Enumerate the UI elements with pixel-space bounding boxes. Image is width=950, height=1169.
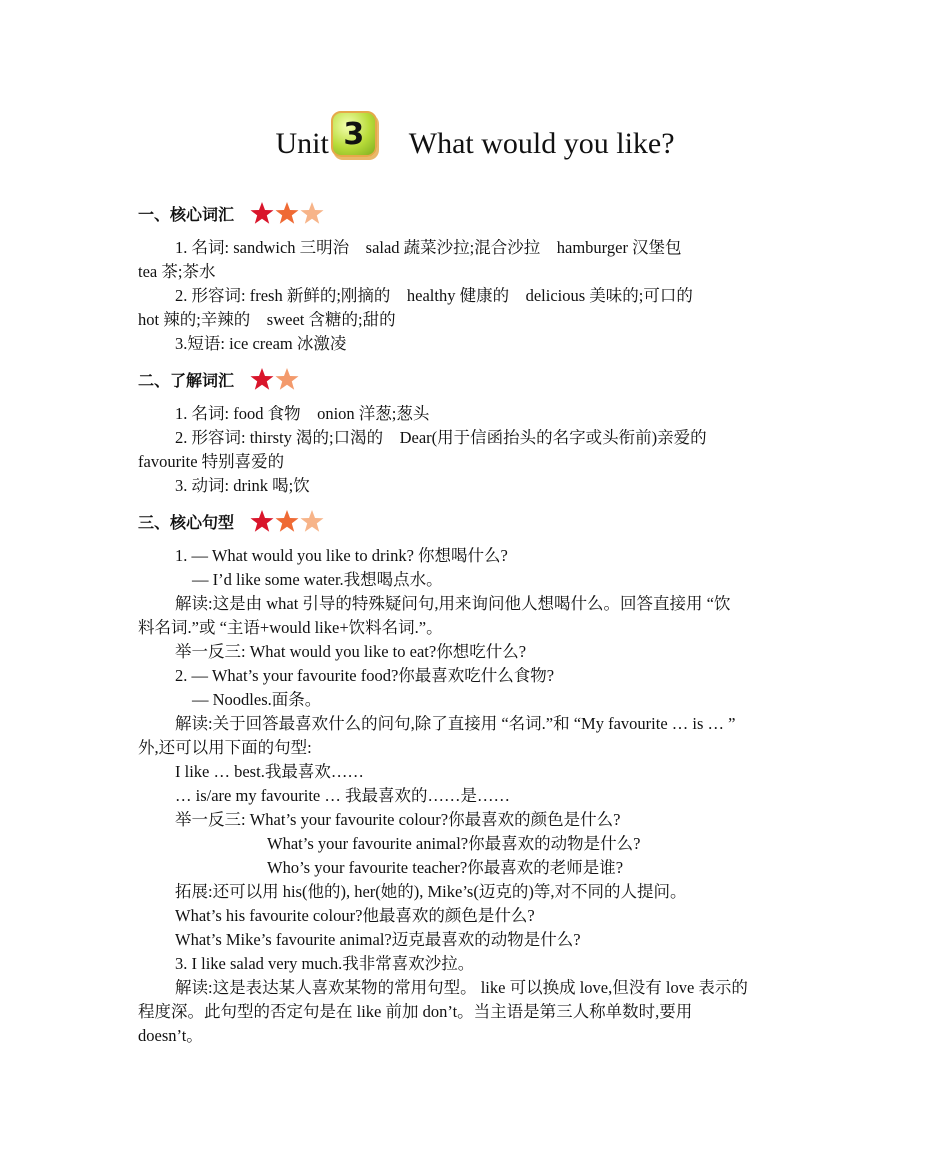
sentence-line: 解读:关于回答最喜欢什么的问句,除了直接用 “名词.”和 “My favourite … is … ” xyxy=(175,714,736,733)
star-icon xyxy=(300,509,324,533)
sentence-line: Who’s your favourite teacher?你最喜欢的老师是谁? xyxy=(267,858,624,877)
sentence-line: 举一反三: What’s your favourite colour?你最喜欢的颜色是什么? xyxy=(175,810,621,829)
vocab-line: 1. 名词: food 食物 onion 洋葱;葱头 xyxy=(175,404,430,423)
vocab-line: 2. 形容词: fresh 新鲜的;刚摘的 healthy 健康的 delicious 美味的;可口的 xyxy=(175,286,693,305)
star-icon xyxy=(275,509,299,533)
star-icon xyxy=(300,201,324,225)
content xyxy=(138,198,818,1048)
section-heading-text: 二、了解词汇 xyxy=(138,370,235,390)
star-icon xyxy=(250,509,274,533)
sentence-line: What’s your favourite animal?你最喜欢的动物是什么? xyxy=(267,834,641,853)
unit-title xyxy=(0,114,950,174)
sentence-line: 外,还可以用下面的句型: xyxy=(138,738,312,757)
sentence-line: 1. — What would you like to drink? 你想喝什么? xyxy=(175,546,508,565)
sentence-line: I like … best.我最喜欢…… xyxy=(175,762,364,781)
section-heading-extra-vocab xyxy=(138,364,818,394)
section-heading-core-sentences xyxy=(138,506,818,536)
vocab-line: favourite 特别喜爱的 xyxy=(138,452,285,471)
star-icon xyxy=(250,201,274,225)
sentence-line: doesn’t。 xyxy=(138,1026,203,1045)
vocab-line: hot 辣的;辛辣的 sweet 含糖的;甜的 xyxy=(138,310,396,329)
vocab-line: 3.短语: ice cream 冰激凌 xyxy=(175,334,347,353)
sentence-line: 程度深。此句型的否定句是在 like 前加 don’t。当主语是第三人称单数时,要用 xyxy=(138,1002,693,1021)
star-icon xyxy=(275,367,299,391)
sentence-line: 拓展:还可以用 his(他的), her(她的), Mike’s(迈克的)等,对不同的人提问。 xyxy=(175,882,687,901)
section-heading-text: 三、核心句型 xyxy=(138,512,235,532)
sentence-line: 举一反三: What would you like to eat?你想吃什么? xyxy=(175,642,527,661)
sentence-line: — I’d like some water.我想喝点水。 xyxy=(192,570,443,589)
section-heading-core-vocab xyxy=(138,198,818,228)
sentence-line: … is/are my favourite … 我最喜欢的……是…… xyxy=(175,786,510,805)
star-icon xyxy=(275,201,299,225)
section-heading-text: 一、核心词汇 xyxy=(138,204,235,224)
unit-title-text: What would you like? xyxy=(408,127,675,160)
rating-stars xyxy=(250,367,300,391)
star-icon xyxy=(250,367,274,391)
sentence-line: What’s Mike’s favourite animal?迈克最喜欢的动物是什么? xyxy=(175,930,581,949)
sentence-line: — Noodles.面条。 xyxy=(192,690,322,709)
vocab-line: 3. 动词: drink 喝;饮 xyxy=(175,476,310,495)
sentence-line: 料名词.”或 “主语+would like+饮料名词.”。 xyxy=(138,618,443,637)
unit-word: Unit xyxy=(275,127,329,160)
sentence-line: 3. I like salad very much.我非常喜欢沙拉。 xyxy=(175,954,475,973)
vocab-line: 1. 名词: sandwich 三明治 salad 蔬菜沙拉;混合沙拉 hamburger 汉堡包 xyxy=(175,238,682,257)
sentence-line: 解读:这是由 what 引导的特殊疑问句,用来询问他人想喝什么。回答直接用 “饮 xyxy=(175,594,731,613)
unit-number-badge: 3 xyxy=(331,111,377,157)
sentence-line: What’s his favourite colour?他最喜欢的颜色是什么? xyxy=(175,906,535,925)
sentence-line: 2. — What’s your favourite food?你最喜欢吃什么食物? xyxy=(175,666,555,685)
rating-stars xyxy=(250,509,325,533)
vocab-line: tea 茶;茶水 xyxy=(138,262,216,281)
vocab-line: 2. 形容词: thirsty 渴的;口渴的 Dear(用于信函抬头的名字或头衔前)亲爱的 xyxy=(175,428,707,447)
rating-stars xyxy=(250,201,325,225)
sentence-line: 解读:这是表达某人喜欢某物的常用句型。 like 可以换成 love,但没有 love 表示的 xyxy=(175,978,748,997)
